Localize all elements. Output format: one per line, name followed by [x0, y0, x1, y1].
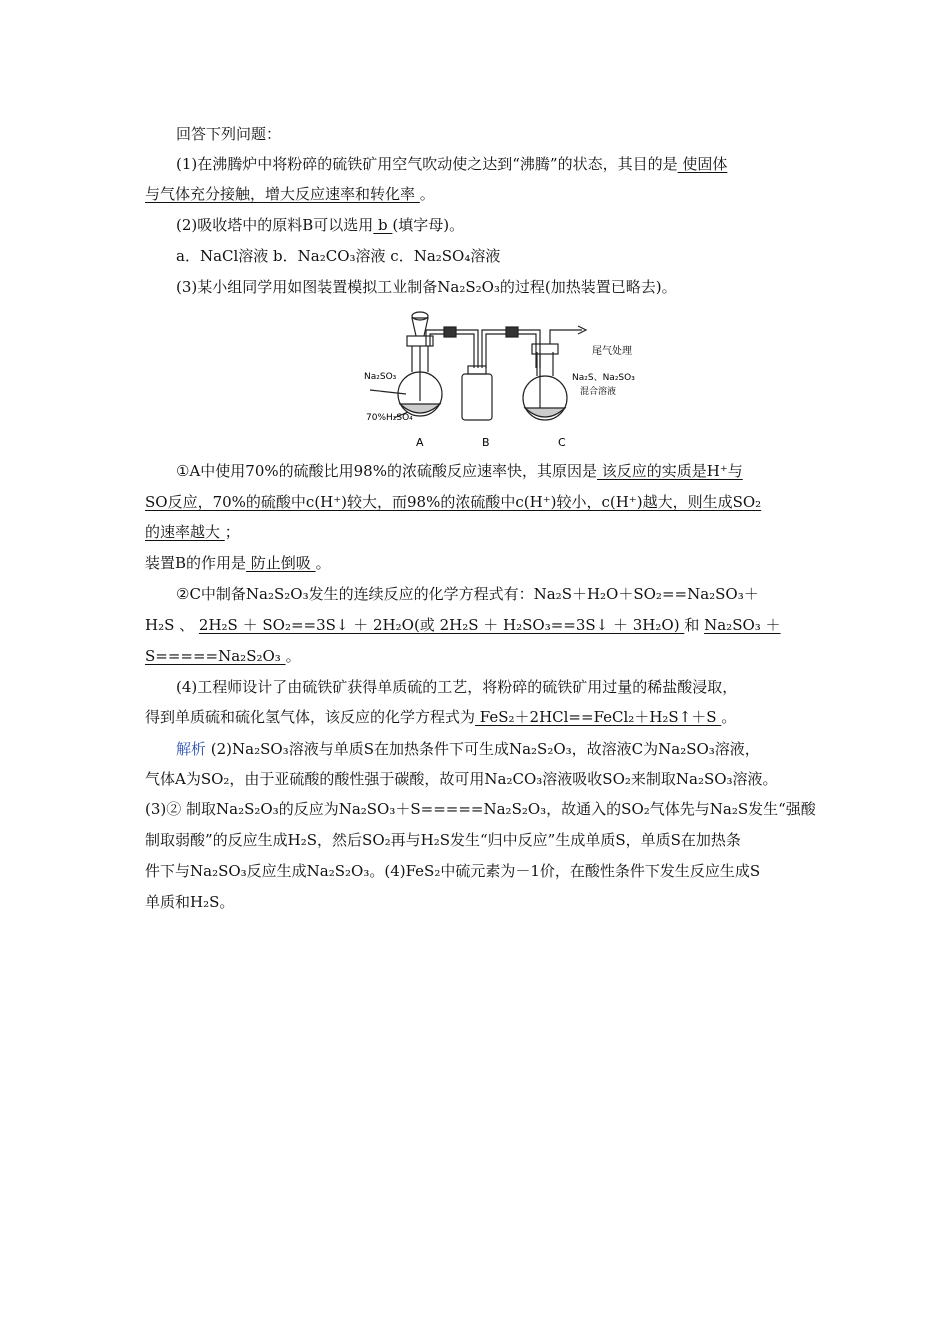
answer-text: FeS₂＋2HCl==FeCl₂＋H₂S↑＋S — [475, 708, 722, 726]
text-line — [145, 521, 810, 543]
answer-text: Na₂SO₃ ＋ — [704, 616, 781, 634]
label-tail-gas: 尾气处理 — [592, 346, 632, 357]
text-segment: 。 — [721, 708, 737, 726]
text-segment: 制取弱酸”的反应生成H₂S，然后SO₂再与H₂S发生“归中反应”生成单质S，单质S在加热条 — [145, 831, 741, 849]
text-line — [145, 798, 816, 820]
label-c-solution-2: 混合溶液 — [580, 387, 617, 397]
answer-text: 使固体 — [677, 155, 728, 173]
text-line — [176, 123, 810, 145]
label-c-solution-1: Na₂S、Na₂SO₃ — [572, 373, 635, 383]
text-segment: ①A中使用70%的硫酸比用98%的浓硫酸反应速率快，其原因是 — [176, 462, 597, 480]
answer-text: S=====Na₂S₂O₃ — [145, 647, 286, 665]
text-segment: (4)工程师设计了由硫铁矿获得单质硫的工艺，将粉碎的硫铁矿用过量的稀盐酸浸取， — [176, 678, 738, 696]
text-segment: 。 — [315, 554, 331, 572]
text-line — [176, 276, 810, 298]
text-segment: 和 — [684, 616, 705, 634]
text-segment: (填字母)。 — [392, 216, 465, 234]
text-line — [145, 183, 810, 205]
label-h2so4: 70%H₂SO₄ — [366, 413, 413, 423]
answer-text: 与气体充分接触，增大反应速率和转化率 — [145, 185, 420, 203]
text-segment: 单质和H₂S。 — [145, 893, 235, 911]
text-line — [176, 153, 810, 175]
text-segment: 。 — [285, 647, 301, 665]
answer-text: 防止倒吸 — [246, 554, 316, 572]
text-line — [145, 706, 810, 728]
answer-text: 的速率越大 — [145, 523, 225, 541]
text-line — [145, 829, 810, 851]
answer-text: SO反应，70%的硫酸中c(H⁺)较大，而98%的浓硫酸中c(H⁺)较小，c(H⁺)越大，则生成SO₂ — [145, 493, 762, 511]
text-line — [145, 614, 810, 636]
analysis-label: 解析 — [176, 740, 207, 758]
text-segment: ②C中制备Na₂S₂O₃发生的连续反应的化学方程式有：Na₂S＋H₂O＋SO₂==Na₂SO₃＋ — [176, 585, 759, 603]
text-line — [176, 214, 810, 236]
text-segment: H₂S 、 — [145, 616, 199, 634]
answer-text: b — [373, 216, 393, 234]
text-line — [145, 552, 810, 574]
text-segment: (2)吸收塔中的原料B可以选用 — [176, 216, 374, 234]
text-segment: (1)在沸腾炉中将粉碎的硫铁矿用空气吹动使之达到“沸腾”的状态，其目的是 — [176, 155, 678, 173]
text-segment: 。 — [419, 185, 435, 203]
text-segment: 件下与Na₂SO₃反应生成Na₂S₂O₃。(4)FeS₂中硫元素为－1价，在酸性条件下发生反应生成S — [145, 862, 761, 880]
text-segment: ； — [224, 523, 240, 541]
answer-text: 2H₂S ＋ SO₂==3S↓ ＋ 2H₂O(或 2H₂S ＋ H₂SO₃==3S↓ ＋ 3H₂O) — [198, 616, 685, 634]
text-line — [145, 891, 810, 913]
text-line — [145, 768, 810, 790]
text-segment: (3)② 制取Na₂S₂O₃的反应为Na₂SO₃＋S=====Na₂S₂O₃，故通入的SO₂气体先与Na₂S发生“强酸 — [145, 800, 816, 818]
text-line — [176, 583, 810, 605]
text-line — [176, 245, 810, 267]
answer-text: 该反应的实质是H⁺与 — [596, 462, 743, 480]
text-segment: (3)某小组同学用如图装置模拟工业制备Na₂S₂O₃的过程(加热装置已略去)。 — [176, 278, 677, 296]
text-segment: 气体A为SO₂，由于亚硫酸的酸性强于碳酸，故可用Na₂CO₃溶液吸收SO₂来制取Na₂SO₃溶液。 — [145, 770, 778, 788]
text-segment: 回答下列问题： — [176, 125, 282, 143]
text-line — [176, 738, 810, 760]
label-c: C — [558, 436, 566, 449]
text-line — [145, 645, 810, 667]
apparatus-figure — [360, 306, 650, 454]
text-line — [176, 676, 810, 698]
text-segment: 装置B的作用是 — [145, 554, 247, 572]
label-b: B — [482, 436, 490, 449]
text-line — [145, 491, 810, 513]
text-segment: a．NaCl溶液 b．Na₂CO₃溶液 c．Na₂SO₄溶液 — [176, 247, 501, 265]
label-na2so3: Na₂SO₃ — [364, 372, 397, 382]
text-line — [145, 860, 810, 882]
text-line — [176, 460, 810, 482]
label-a: A — [416, 436, 424, 449]
text-segment: (2)Na₂SO₃溶液与单质S在加热条件下可生成Na₂S₂O₃，故溶液C为Na₂SO₃溶液， — [206, 740, 760, 758]
text-segment: 得到单质硫和硫化氢气体，该反应的化学方程式为 — [145, 708, 476, 726]
